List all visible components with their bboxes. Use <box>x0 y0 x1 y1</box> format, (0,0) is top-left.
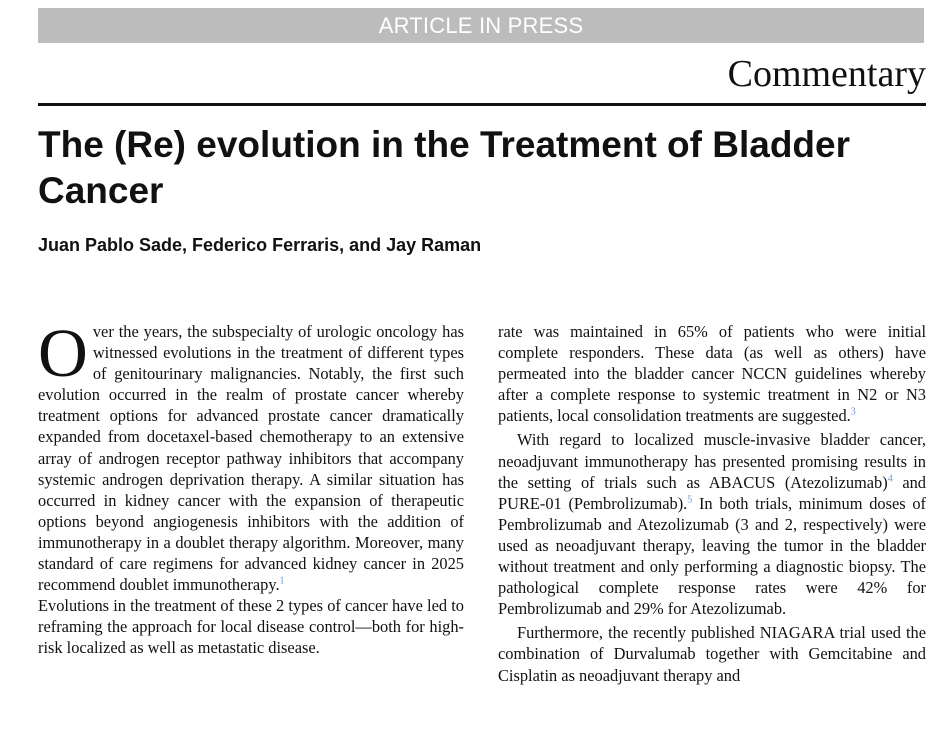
right-paragraph-2 <box>498 429 926 619</box>
article-title: The (Re) evolution in the Treatment of Bladder Cancer <box>38 124 851 211</box>
right-column <box>498 321 926 686</box>
left-paragraph-2: Evolutions in the treatment of these 2 types of cancer have led to reframing the approach for local disease control—both for high-risk localized as well as metastatic disease. <box>38 596 464 658</box>
right-paragraph-3: Furthermore, the recently published NIAGARA trial used the combination of Durvalumab together with Gemcitabine and Cisplatin as neoadjuvant therapy and <box>498 623 926 685</box>
section-label: Commentary <box>727 53 926 95</box>
right-paragraph-2-text-a: With regard to localized muscle-invasive bladder cancer, neoadjuvant immunotherapy has presented promising results in the setting of trials such as ABACUS (Atezolizumab) <box>498 430 926 492</box>
right-paragraph-1-text: rate was maintained in 65% of patients who were initial complete responders. These data (as well as others) have permeated into the bladder cancer NCCN guidelines whereby after a complete response to systemic treatment in N2 or N3 patients, local consolidation treatments are suggested. <box>498 322 926 426</box>
right-paragraph-2-text-b: and PURE-01 (Pembrolizumab). <box>498 472 926 513</box>
reference-link-3[interactable]: 3 <box>850 406 856 418</box>
left-column <box>38 315 464 659</box>
header-rule <box>38 103 926 106</box>
author-list: Juan Pablo Sade, Federico Ferraris, and Jay Raman <box>38 235 482 255</box>
reference-link-1[interactable]: 1 <box>279 575 285 587</box>
left-paragraph-1 <box>38 315 464 595</box>
right-paragraph-2-text-c: In both trials, minimum doses of Pembrolizumab and Atezolizumab (3 and 2, respectively) were used as neoadjuvant therapy, leaving the tumor in the bladder without treatment and only performing a diagnostic biopsy. The pathological complete response rates were 42% for Pembrolizumab and 29% for Atezolizumab. <box>498 493 926 619</box>
right-paragraph-1 <box>498 321 926 426</box>
article-in-press-banner: ARTICLE IN PRESS <box>38 8 924 43</box>
drop-cap: O <box>38 315 88 391</box>
reference-link-4[interactable]: 4 <box>887 473 893 485</box>
reference-link-5[interactable]: 5 <box>687 494 693 506</box>
left-paragraph-1-text: ver the years, the subspecialty of urologic oncology has witnessed evolutions in the treatment of different types of genitourinary malignancies. Notably, the first such evolution occurred in the realm of prostate cancer whereby treatment options for advanced prostate cancer dramatically expanded from docetaxel-based chemotherapy to an extensive array of androgen receptor pathway inhibitors that accompany systemic androgen deprivation therapy. A similar situation has occurred in kidney cancer with the expansion of therapeutic options beyond angiogenesis inhibitors with the addition of immunotherapy in a doublet therapy algorithm. Moreover, many standard of care regimens for advanced kidney cancer in 2025 recommend doublet immunotherapy. <box>38 322 464 595</box>
